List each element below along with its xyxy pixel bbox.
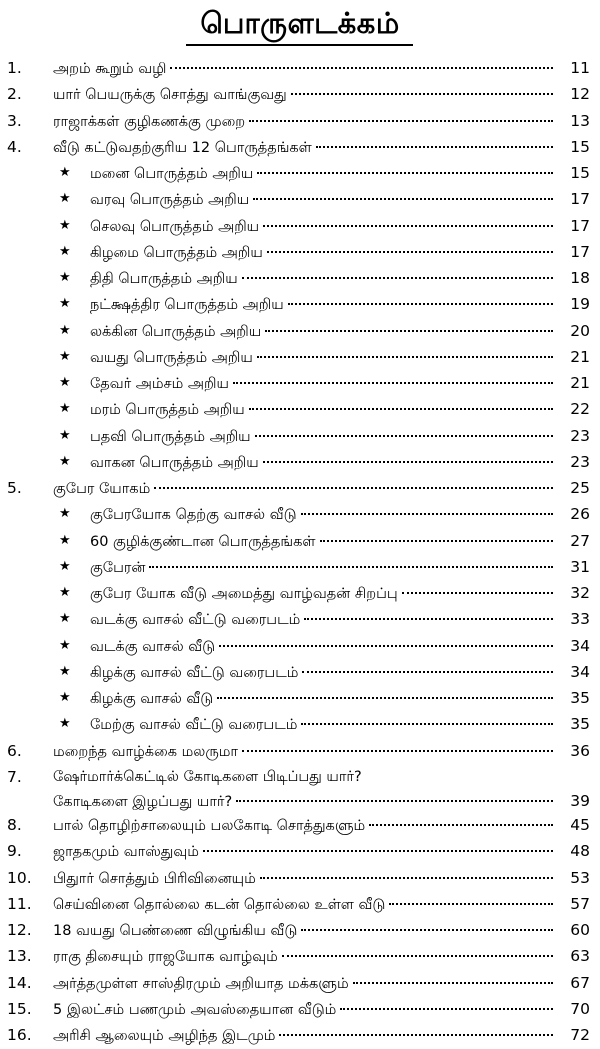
dot-leader <box>302 671 553 673</box>
star-bullet-icon: ★ <box>59 637 71 653</box>
page-number: 21 <box>570 347 590 366</box>
page-number: 15 <box>570 137 590 156</box>
star-bullet-icon: ★ <box>59 716 71 732</box>
star-bullet-icon: ★ <box>59 217 71 233</box>
entry-number: 7. <box>7 767 22 786</box>
dot-leader <box>291 93 553 95</box>
entry-line <box>90 606 590 633</box>
toc-entry <box>0 1022 600 1048</box>
entry-title: லக்கின பொருத்தம் அறிய <box>90 323 262 340</box>
entry-line <box>90 344 590 371</box>
toc-subentry <box>0 213 600 239</box>
dot-leader <box>267 251 553 253</box>
toc-entry <box>0 917 600 943</box>
dot-leader <box>217 697 553 699</box>
dot-leader <box>402 592 553 594</box>
page-number: 17 <box>570 190 590 209</box>
entry-title: கிழமை பொருத்தம் அறிய <box>90 244 263 261</box>
page-number: 17 <box>570 242 590 261</box>
entry-line <box>90 528 590 555</box>
entry-number: 5. <box>7 479 22 497</box>
entry-number: 9. <box>7 842 22 861</box>
toc-entry <box>0 970 600 996</box>
toc-entry <box>0 865 600 891</box>
page-number: 34 <box>570 662 590 681</box>
dot-leader <box>288 303 553 305</box>
page-number: 57 <box>570 894 590 913</box>
dot-leader <box>301 723 553 725</box>
toc-subentry <box>0 554 600 580</box>
dot-leader <box>282 955 553 957</box>
page-number: 60 <box>570 921 590 939</box>
entry-line <box>53 475 590 502</box>
entry-number: 6. <box>7 741 22 760</box>
entry-number: 1. <box>7 59 22 77</box>
page-number: 13 <box>570 111 590 130</box>
entry-line <box>90 213 590 240</box>
toc-entry <box>0 943 600 969</box>
page-number: 35 <box>570 689 590 707</box>
page-number: 23 <box>570 426 590 445</box>
entry-line <box>90 370 590 397</box>
toc-subentry <box>0 449 600 475</box>
star-bullet-icon: ★ <box>59 558 71 574</box>
page-number: 35 <box>570 715 590 734</box>
page-number: 63 <box>570 947 590 966</box>
entry-title: பிதுார் சொத்தும் பிரிவினையும் <box>53 870 256 887</box>
entry-title: அறம் கூறும் வழி <box>53 61 167 77</box>
entry-line <box>53 838 590 865</box>
entry-title: நட்க்ஷத்திர பொருத்தம் அறிய <box>90 297 284 314</box>
entry-title: வீடு கட்டுவதற்குரிய 12 பொருத்தங்கள் <box>53 139 312 156</box>
dot-leader <box>389 903 553 905</box>
toc-subentry <box>0 396 600 422</box>
page-number: 25 <box>570 479 590 497</box>
toc-entry <box>0 738 600 764</box>
entry-number: 12. <box>7 921 32 939</box>
dot-leader <box>340 1008 553 1010</box>
star-bullet-icon: ★ <box>59 375 71 390</box>
entry-line <box>53 865 590 892</box>
dot-leader <box>279 1034 553 1036</box>
star-bullet-icon: ★ <box>59 296 71 312</box>
toc-subentry <box>0 528 600 554</box>
entry-line <box>90 318 590 345</box>
entry-title: ராகு திசையும் ராஜயோக வாழ்வும் <box>53 949 278 966</box>
dot-leader <box>304 618 553 620</box>
entry-line <box>90 659 590 686</box>
page-number: 21 <box>570 374 590 392</box>
entry-title: மரம் பொருத்தம் அறிய <box>90 402 245 419</box>
entry-line <box>90 449 590 476</box>
entry-line <box>53 790 590 813</box>
toc-subentry <box>0 160 600 186</box>
page-number: 15 <box>570 164 590 182</box>
entry-title: அரிசி ஆலையும் அழிந்த இடமும் <box>53 1028 276 1044</box>
dot-leader <box>263 461 553 463</box>
page-title: பொருளடக்கம் <box>200 6 400 40</box>
star-bullet-icon: ★ <box>59 453 71 469</box>
dot-leader <box>255 435 553 437</box>
entry-line <box>53 970 590 997</box>
dot-leader <box>301 513 553 515</box>
entry-title: குபேரயோக தெற்கு வாசல் வீடு <box>90 507 297 524</box>
star-bullet-icon: ★ <box>59 506 71 522</box>
dot-leader <box>257 172 553 174</box>
dot-leader <box>203 850 553 852</box>
page-number: 17 <box>570 216 590 235</box>
page-number: 53 <box>570 868 590 887</box>
entry-line <box>90 580 590 607</box>
entry-number: 14. <box>7 973 32 992</box>
entry-title: வாகன பொருத்தம் அறிய <box>90 454 259 471</box>
dot-leader <box>320 540 554 542</box>
entry-title: அர்த்தமுள்ள சாஸ்திரமும் அறியாத மக்களும் <box>53 975 349 992</box>
toc-subentry <box>0 265 600 291</box>
page-number: 26 <box>570 505 590 524</box>
toc-entry <box>0 55 600 81</box>
page-number: 12 <box>570 85 590 104</box>
toc-subentry <box>0 633 600 659</box>
page-number: 27 <box>570 531 590 550</box>
entry-line <box>90 265 590 292</box>
entry-title: குபேரன் <box>90 559 146 576</box>
entry-title: கிழக்கு வாசல் வீடு <box>90 691 214 707</box>
dot-leader <box>149 566 553 568</box>
entry-number: 13. <box>7 947 32 966</box>
toc-entry <box>0 134 600 160</box>
star-bullet-icon: ★ <box>59 191 71 207</box>
entry-title: ஜாதகமும் வாஸ்துவும் <box>53 844 199 861</box>
entry-line <box>53 134 590 161</box>
entry-title: தேவர் அம்சம் அறிய <box>90 376 229 392</box>
star-bullet-icon: ★ <box>59 322 71 338</box>
title-underline <box>186 44 413 46</box>
toc-subentry <box>0 606 600 632</box>
star-bullet-icon: ★ <box>59 348 71 364</box>
toc-subentry <box>0 501 600 527</box>
toc-entry <box>0 812 600 838</box>
dot-leader <box>316 146 553 148</box>
entry-title: செலவு பொருத்தம் அறிய <box>90 218 260 235</box>
entry-title: வடக்கு வாசல் வீட்டு வரைபடம் <box>90 612 301 629</box>
dot-leader <box>242 277 553 279</box>
page-number: 22 <box>570 400 590 419</box>
toc-entry <box>0 764 600 790</box>
dot-leader <box>249 408 553 410</box>
page-number: 72 <box>570 1026 590 1044</box>
entry-line <box>90 711 590 738</box>
entry-line <box>90 160 590 187</box>
dot-leader <box>257 356 553 358</box>
entry-number: 16. <box>7 1026 32 1044</box>
dot-leader <box>242 750 553 752</box>
entry-title: யார் பெயருக்கு சொத்து வாங்குவது <box>53 87 287 104</box>
entry-line <box>90 554 590 581</box>
star-bullet-icon: ★ <box>59 663 71 679</box>
star-bullet-icon: ★ <box>59 165 71 180</box>
star-bullet-icon: ★ <box>59 427 71 443</box>
entry-title: ராஜாக்கள் குழிகணக்கு முறை <box>53 113 246 130</box>
entry-title: வடக்கு வாசல் வீடு <box>90 638 216 655</box>
page-number: 39 <box>570 792 590 810</box>
dot-leader <box>236 800 553 802</box>
page-number: 11 <box>570 59 590 77</box>
page-number: 23 <box>570 452 590 471</box>
page-number: 34 <box>570 636 590 655</box>
star-bullet-icon: ★ <box>59 611 71 627</box>
entry-line <box>53 943 590 970</box>
entry-line <box>53 764 590 790</box>
entry-line <box>53 996 590 1023</box>
entry-title: 60 குழிக்குண்டான பொருத்தங்கள் <box>90 533 316 550</box>
star-bullet-icon: ★ <box>59 690 71 705</box>
toc-subentry <box>0 239 600 265</box>
page-number: 33 <box>570 610 590 629</box>
entry-title: பதவி பொருத்தம் அறிய <box>90 428 251 445</box>
entry-line <box>90 633 590 660</box>
dot-leader <box>249 120 553 122</box>
page-number: 45 <box>570 816 590 834</box>
toc-subentry <box>0 423 600 449</box>
entry-line <box>90 685 590 712</box>
entry-line <box>53 108 590 135</box>
toc-entry <box>0 891 600 917</box>
entry-line <box>90 423 590 450</box>
entry-title: வயது பொருத்தம் அறிய <box>90 349 253 366</box>
entry-number: 11. <box>7 894 32 913</box>
dot-leader <box>369 824 553 826</box>
toc-entry <box>0 790 600 812</box>
entry-line <box>90 186 590 213</box>
toc-subentry <box>0 291 600 317</box>
entry-number: 2. <box>7 85 22 104</box>
entry-title: குபேர யோகம் <box>53 481 151 497</box>
entry-title: 18 வயது பெண்ணை விழுங்கிய வீடு <box>53 923 298 939</box>
dot-leader <box>260 877 553 879</box>
dot-leader <box>353 982 553 984</box>
entry-title: செய்வினை தொல்லை கடன் தொல்லை உள்ள வீடு <box>53 896 386 913</box>
page-number: 67 <box>570 973 590 992</box>
page-number: 32 <box>570 584 590 602</box>
title-block <box>0 4 600 42</box>
entry-number: 10. <box>7 868 32 887</box>
entry-title: கோடிகளை இழப்பது யார்? <box>53 794 233 810</box>
entry-title: ஷேர்மார்க்கெட்டில் கோடிகளை பிடிப்பது யார்? <box>53 768 362 785</box>
entry-title: கிழக்கு வாசல் வீட்டு வரைபடம் <box>90 664 299 681</box>
toc-subentry <box>0 344 600 370</box>
page-number: 18 <box>570 269 590 287</box>
entry-line <box>90 291 590 318</box>
entry-title: மேற்கு வாசல் வீட்டு வரைபடம் <box>90 717 298 734</box>
entry-number: 3. <box>7 111 22 130</box>
toc-subentry <box>0 186 600 212</box>
page-number: 36 <box>570 741 590 760</box>
star-bullet-icon: ★ <box>59 585 71 600</box>
toc-entry <box>0 81 600 107</box>
entry-line <box>53 738 590 765</box>
table-of-contents <box>0 55 600 1048</box>
entry-number: 4. <box>7 137 22 156</box>
page-number: 31 <box>570 557 590 576</box>
page-number: 19 <box>570 295 590 314</box>
star-bullet-icon: ★ <box>59 270 71 285</box>
dot-leader <box>265 330 553 332</box>
dot-leader <box>154 487 553 489</box>
star-bullet-icon: ★ <box>59 401 71 417</box>
entry-title: குபேர யோக வீடு அமைத்து வாழ்வதன் சிறப்பு <box>90 586 398 602</box>
dot-leader <box>263 225 553 227</box>
toc-entry <box>0 108 600 134</box>
toc-entry <box>0 475 600 501</box>
dot-leader <box>219 645 553 647</box>
entry-line <box>53 81 590 108</box>
toc-subentry <box>0 711 600 737</box>
toc-subentry <box>0 659 600 685</box>
entry-line <box>53 917 590 944</box>
entry-line <box>90 501 590 528</box>
toc-subentry <box>0 580 600 606</box>
entry-line <box>53 1022 590 1049</box>
entry-line <box>53 55 590 82</box>
toc-subentry <box>0 318 600 344</box>
dot-leader <box>253 198 553 200</box>
entry-title: வரவு பொருத்தம் அறிய <box>90 192 250 209</box>
dot-leader <box>233 382 553 384</box>
entry-line <box>90 396 590 423</box>
entry-title: மறைந்த வாழ்க்கை மலருமா <box>53 743 239 760</box>
star-bullet-icon: ★ <box>59 243 71 259</box>
toc-subentry <box>0 370 600 396</box>
entry-line <box>53 891 590 918</box>
entry-number: 15. <box>7 999 32 1018</box>
star-bullet-icon: ★ <box>59 532 71 548</box>
page-number: 20 <box>570 321 590 340</box>
entry-number: 8. <box>7 816 22 834</box>
entry-title: பால் தொழிற்சாலையும் பலகோடி சொத்துகளும் <box>53 818 366 834</box>
page-number: 70 <box>570 999 590 1018</box>
dot-leader <box>301 929 553 931</box>
entry-title: 5 இலட்சம் பணமும் அவஸ்தையான வீடும் <box>53 1001 337 1018</box>
page-number: 48 <box>570 842 590 861</box>
dot-leader <box>170 67 553 69</box>
entry-line <box>90 239 590 266</box>
entry-title: மனை பொருத்தம் அறிய <box>90 166 254 182</box>
entry-line <box>53 812 590 839</box>
toc-subentry <box>0 685 600 711</box>
toc-entry <box>0 838 600 864</box>
entry-title: திதி பொருத்தம் அறிய <box>90 271 238 287</box>
toc-entry <box>0 996 600 1022</box>
